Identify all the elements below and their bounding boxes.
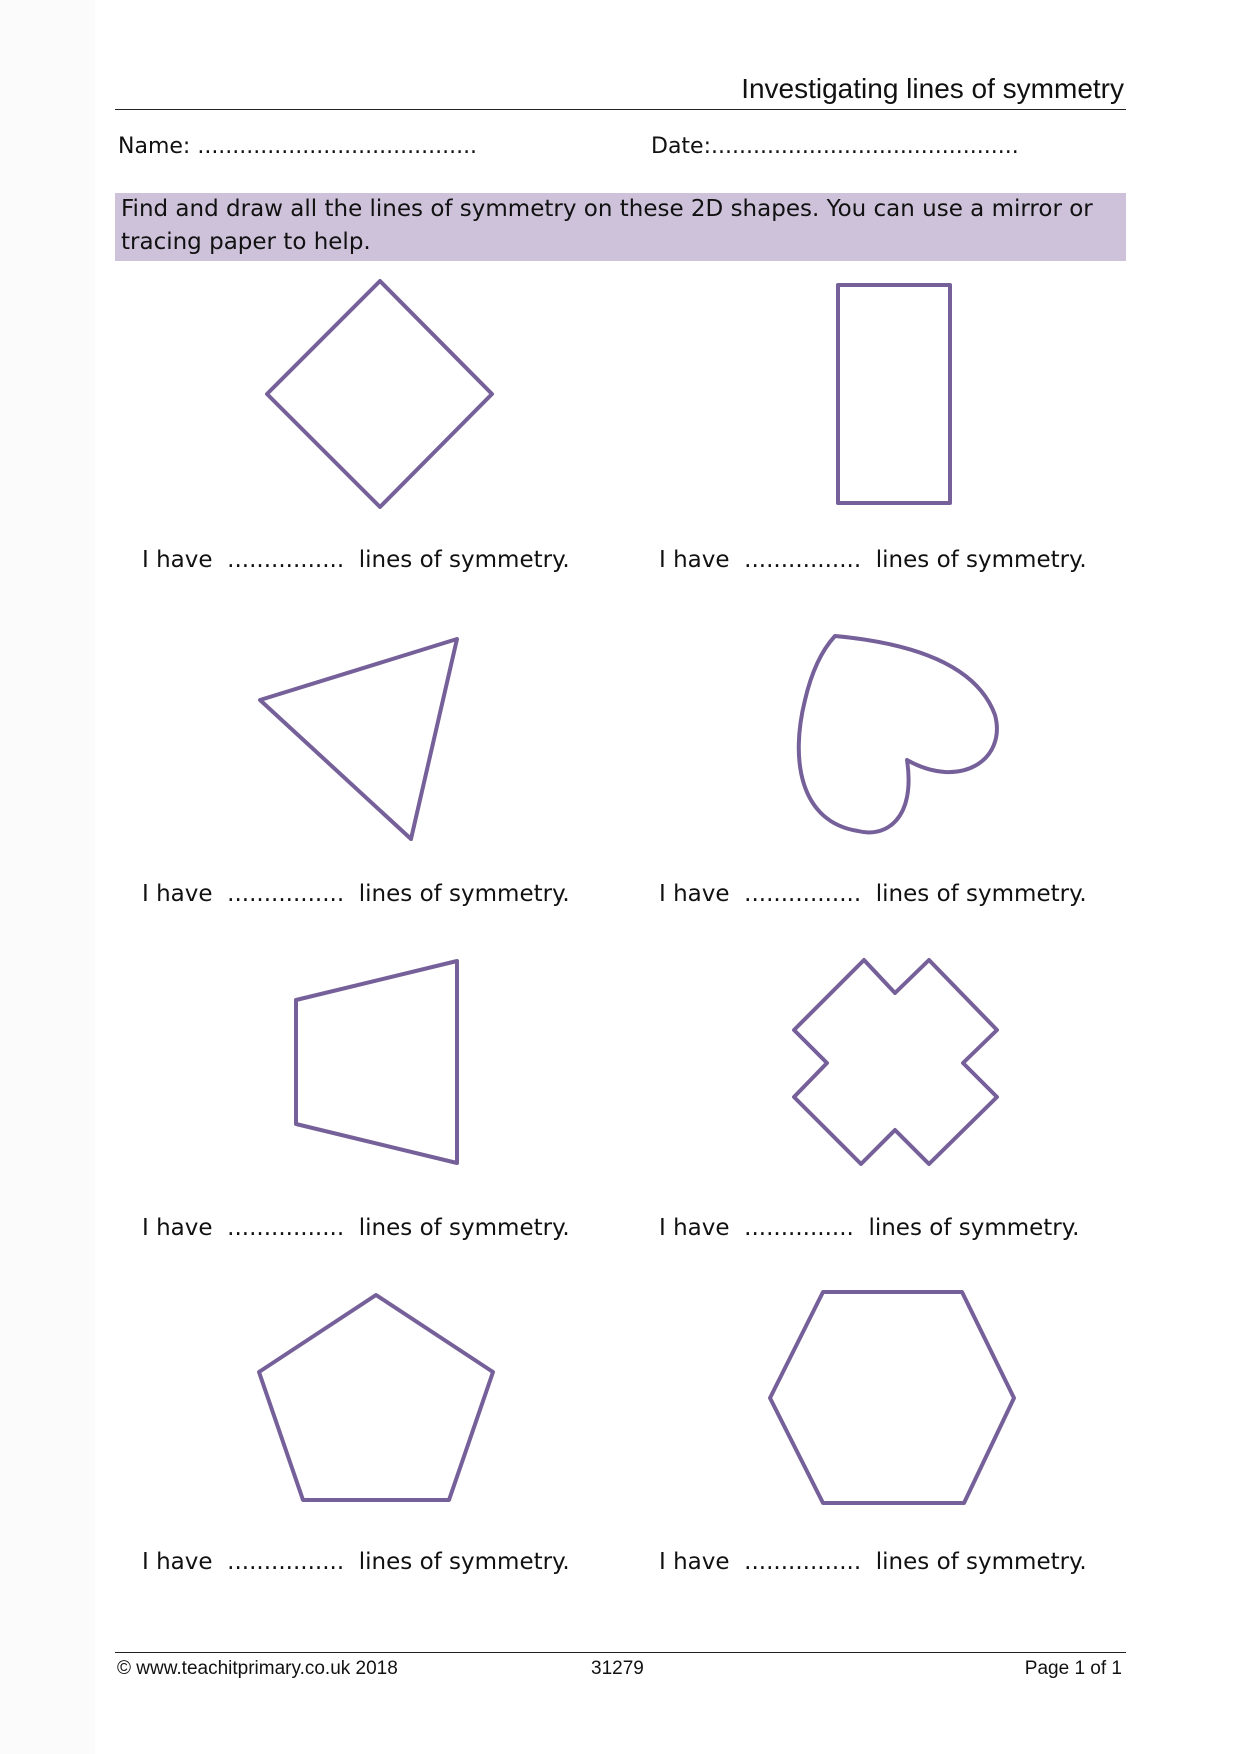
answer-blank[interactable]: ................ [744,881,862,907]
triangle-shape [260,639,457,839]
answer-suffix: lines of symmetry. [358,1215,570,1241]
answer-suffix: lines of symmetry. [358,881,570,907]
answer-prefix: I have [659,547,730,573]
answer-blank[interactable]: ................ [744,547,862,573]
answer-line-cross [659,1214,1079,1242]
answer-line-square-diamond [142,546,570,574]
answer-suffix: lines of symmetry. [875,547,1087,573]
answer-suffix: lines of symmetry. [868,1215,1080,1241]
footer-resource-code: 31279 [591,1658,644,1679]
answer-prefix: I have [659,881,730,907]
answer-prefix: I have [142,1215,213,1241]
cross-shape [794,960,997,1164]
answer-prefix: I have [142,547,213,573]
answer-line-trapezium [142,1214,570,1242]
instructions-line-1: Find and draw all the lines of symmetry on these 2D shapes. You can use a mirror or [121,196,1093,222]
page-title: Investigating lines of symmetry [741,73,1124,104]
footer-page-number: Page 1 of 1 [1024,1658,1122,1679]
instructions-line-2: tracing paper to help. [121,229,371,255]
footer-copyright: © www.teachitprimary.co.uk 2018 [117,1658,398,1679]
answer-line-rectangle [659,546,1087,574]
heart-shape [799,636,997,832]
trapezium-shape [296,961,457,1163]
answer-line-triangle [142,880,570,908]
answer-suffix: lines of symmetry. [875,881,1087,907]
answer-blank[interactable]: ............... [744,1215,854,1241]
hexagon-shape [770,1292,1014,1503]
answer-suffix: lines of symmetry. [358,547,570,573]
answer-prefix: I have [142,881,213,907]
rectangle-shape [838,285,950,503]
answer-suffix: lines of symmetry. [875,1549,1087,1575]
pentagon-shape [259,1295,493,1500]
footer-rule [115,1652,1126,1653]
square-diamond-shape [267,281,492,507]
answer-blank[interactable]: ................ [227,547,345,573]
answer-suffix: lines of symmetry. [358,1549,570,1575]
answer-prefix: I have [659,1549,730,1575]
answer-blank[interactable]: ................ [227,1215,345,1241]
name-label: Name: [118,134,191,159]
answer-prefix: I have [142,1549,213,1575]
answer-line-pentagon [142,1548,570,1576]
date-label: Date: [651,134,711,159]
answer-line-hexagon [659,1548,1087,1576]
date-dots[interactable]: ............................................ [711,134,1019,159]
answer-blank[interactable]: ................ [227,1549,345,1575]
name-dots[interactable]: ........................................ [197,134,478,159]
answer-line-heart [659,880,1087,908]
answer-blank[interactable]: ................ [227,881,345,907]
answer-blank[interactable]: ................ [744,1549,862,1575]
answer-prefix: I have [659,1215,730,1241]
